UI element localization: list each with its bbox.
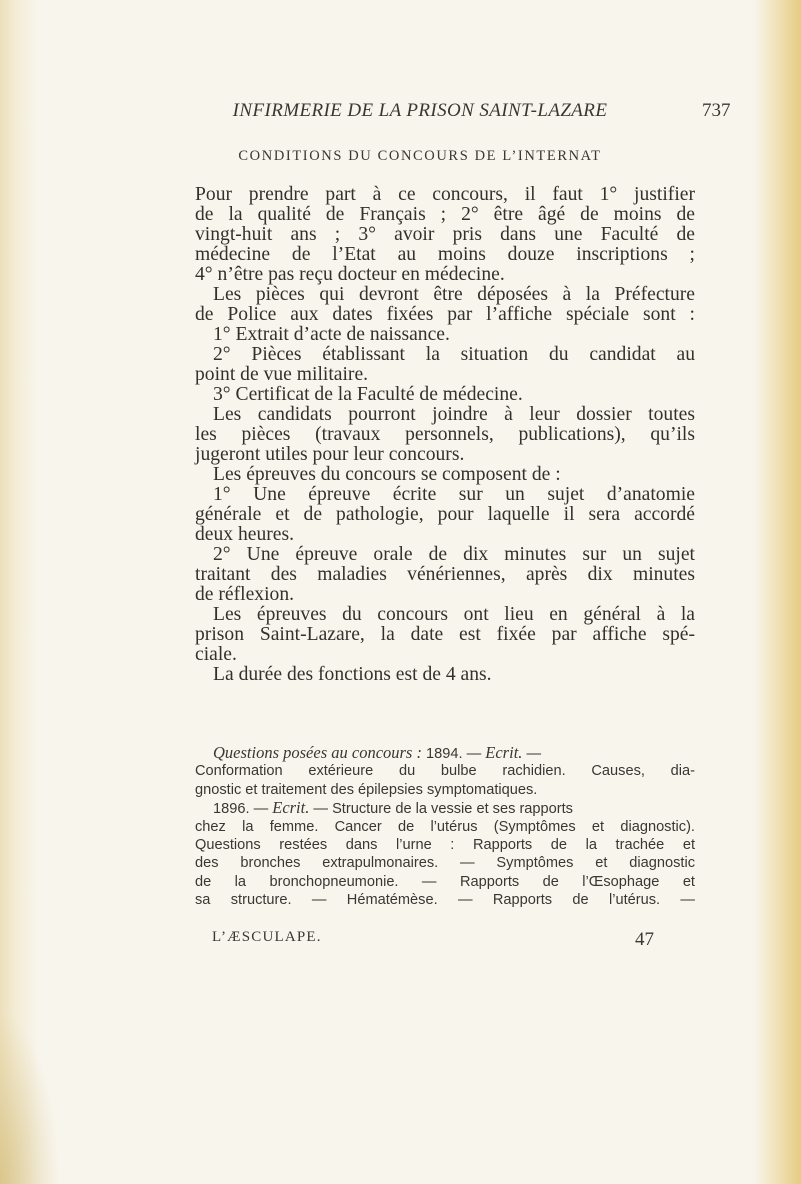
page-footer bbox=[212, 929, 682, 950]
questions-line: des bronches extrapulmonaires. — Symptômes et diagnostic bbox=[195, 855, 695, 872]
body-line: jugeront utiles pour leur concours. bbox=[195, 444, 465, 465]
body-line: Les candidats pourront joindre à leur dossier toutes bbox=[213, 405, 695, 425]
questions-dash: — bbox=[526, 746, 542, 762]
exam-questions bbox=[195, 744, 695, 910]
body-line: les pièces (travaux personnels, publications), qu’ils bbox=[195, 425, 695, 445]
body-line: 4° n’être pas reçu docteur en médecine. bbox=[195, 264, 505, 285]
signature-mark: 47 bbox=[635, 929, 654, 950]
questions-line: sa structure. — Hématémèse. — Rapports de l’utérus. — bbox=[195, 892, 695, 909]
questions-text: — Structure de la vessie et ses rapports bbox=[313, 801, 573, 818]
body-line: 2° Une épreuve orale de dix minutes sur un sujet bbox=[213, 545, 695, 565]
page-left-edge-shading bbox=[0, 0, 38, 1184]
body-line: Pour prendre part à ce concours, il faut 1° justifier bbox=[195, 185, 695, 205]
body-text bbox=[195, 185, 695, 685]
questions-line bbox=[195, 744, 695, 762]
journal-name: L’ÆSCULAPE. bbox=[212, 929, 322, 945]
questions-line bbox=[195, 799, 695, 817]
body-line: 1° Une épreuve écrite sur un sujet d’anatomie bbox=[213, 485, 695, 505]
running-title: INFIRMERIE DE LA PRISON SAINT-LAZARE bbox=[232, 100, 608, 121]
body-line: 2° Pièces établissant la situation du candidat au bbox=[213, 345, 695, 365]
questions-line: Questions restées dans l’urne : Rapports de la trachée et bbox=[195, 836, 695, 853]
body-line: 3° Certificat de la Faculté de médecine. bbox=[213, 384, 523, 405]
body-line: La durée des fonctions est de 4 ans. bbox=[213, 664, 492, 685]
body-line: point de vue militaire. bbox=[195, 364, 369, 385]
body-line: prison Saint-Lazare, la date est fixée par affiche spé- bbox=[195, 625, 695, 645]
section-title: CONDITIONS DU CONCOURS DE L’INTERNAT bbox=[238, 148, 602, 164]
questions-line: gnostic et traitement des épilepsies symptomatiques. bbox=[195, 781, 538, 798]
body-line: Les pièces qui devront être déposées à la Préfecture bbox=[213, 285, 695, 305]
body-line: Les épreuves du concours se composent de : bbox=[213, 464, 561, 485]
body-line: traitant des maladies vénériennes, après dix minutes bbox=[195, 565, 695, 585]
page-right-edge-shading bbox=[753, 0, 801, 1184]
page-number: 737 bbox=[702, 100, 731, 121]
body-line: deux heures. bbox=[195, 524, 295, 545]
body-line: vingt-huit ans ; 3° avoir pris dans une Faculté de bbox=[195, 225, 695, 245]
body-line: générale et de pathologie, pour laquelle il sera accordé bbox=[195, 505, 695, 525]
questions-lead: Questions posées au concours : bbox=[213, 743, 422, 762]
questions-line: de la bronchopneumonie. — Rapports de l’Œsophage et bbox=[195, 873, 695, 890]
body-line: médecine de l’Etat au moins douze inscriptions ; bbox=[195, 245, 695, 265]
body-line: ciale. bbox=[195, 644, 237, 665]
questions-ecrit: Ecrit. bbox=[272, 798, 310, 818]
questions-line: chez la femme. Cancer de l’utérus (Symptômes et diagnostic). bbox=[195, 818, 695, 835]
body-line: Les épreuves du concours ont lieu en général à la bbox=[213, 605, 695, 625]
page-corner-stain bbox=[0, 1010, 60, 1184]
body-line: de réflexion. bbox=[195, 584, 295, 605]
questions-line: Conformation extérieure du bulbe rachidien. Causes, dia- bbox=[195, 763, 695, 780]
body-line: 1° Extrait d’acte de naissance. bbox=[213, 324, 450, 345]
questions-year: 1896. — bbox=[213, 801, 269, 818]
body-line: de la qualité de Français ; 2° être âgé de moins de bbox=[195, 205, 695, 225]
questions-year: 1894. — bbox=[426, 746, 482, 762]
questions-ecrit: Ecrit. bbox=[485, 743, 523, 762]
body-line: de Police aux dates fixées par l’affiche spéciale sont : bbox=[195, 305, 695, 325]
